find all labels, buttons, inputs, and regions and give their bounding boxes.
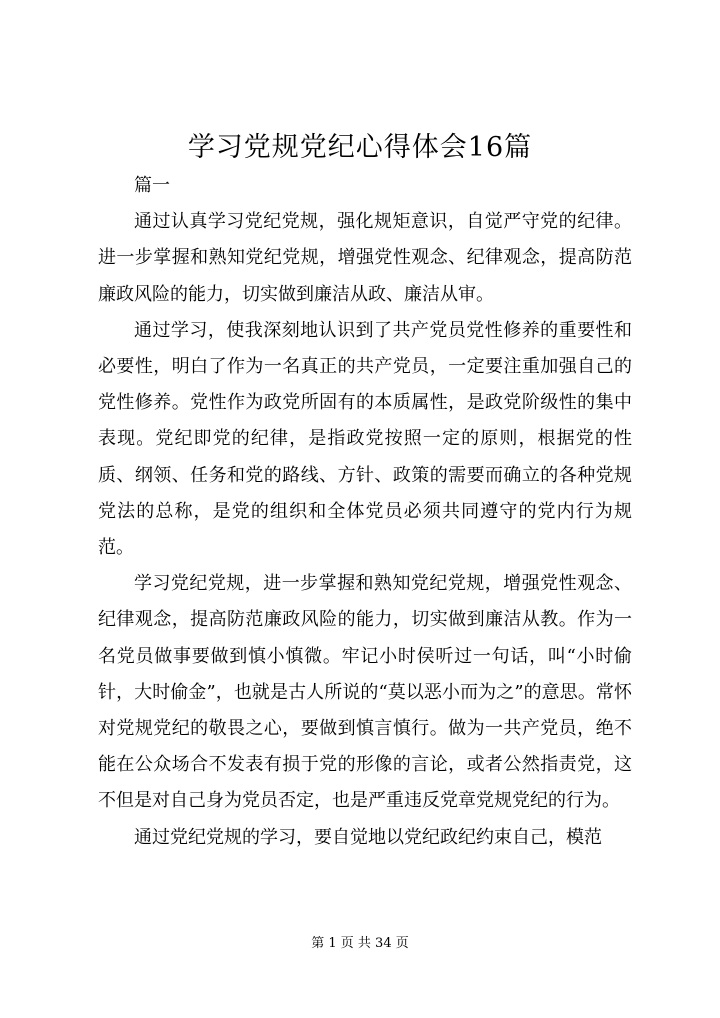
paragraph-3: 学习党纪党规，进一步掌握和熟知党纪党规，增强党性观念、纪律观念，提高防范廉政风险的能力，切实做到廉洁从教。作为一名党员做事要做到慎小慎微。牢记小时侯听过一句话，叫“小时偷针，大时偷金”，也就是古人所说的“莫以恶小而为之”的意思。常怀对党规党纪的敬畏之心，要做到慎言慎行。做为一共产党员，绝不能在公众场合不发表有损于党的形像的言论，或者公然指责党，这不但是对自己身为党员否定，也是严重违反党章党规党纪的行为。 bbox=[98, 573, 632, 812]
paragraph-4: 通过党纪党规的学习，要自觉地以党纪政纪约束自己，模范 bbox=[134, 826, 602, 848]
page-footer: 第 1 页 共 34 页 bbox=[311, 936, 409, 951]
paragraph-2: 通过学习，使我深刻地认识到了共产党员党性修养的重要性和必要性，明白了作为一名真正的共产党员，一定要注重加强自己的党性修养。党性作为政党所固有的本质属性，是政党阶级性的集中表现。党纪即党的纪律，是指政党按照一定的原则，根据党的性质、纲领、任务和党的路线、方针、政策的需要而确立的各种党规党法的总称，是党的组织和全体党员必须共同遵守的党内行为规范。 bbox=[98, 319, 632, 559]
document-title: 学习党规党纪心得体会16篇 bbox=[187, 132, 533, 163]
paragraph-1: 通过认真学习党纪党规，强化规矩意识，自觉严守党的纪律。进一步掌握和熟知党纪党规，增强党性观念、纪律观念，提高防范廉政风险的能力，切实做到廉洁从政、廉洁从审。 bbox=[98, 211, 632, 305]
section-heading: 篇一 bbox=[134, 175, 170, 196]
document-body bbox=[98, 168, 632, 856]
